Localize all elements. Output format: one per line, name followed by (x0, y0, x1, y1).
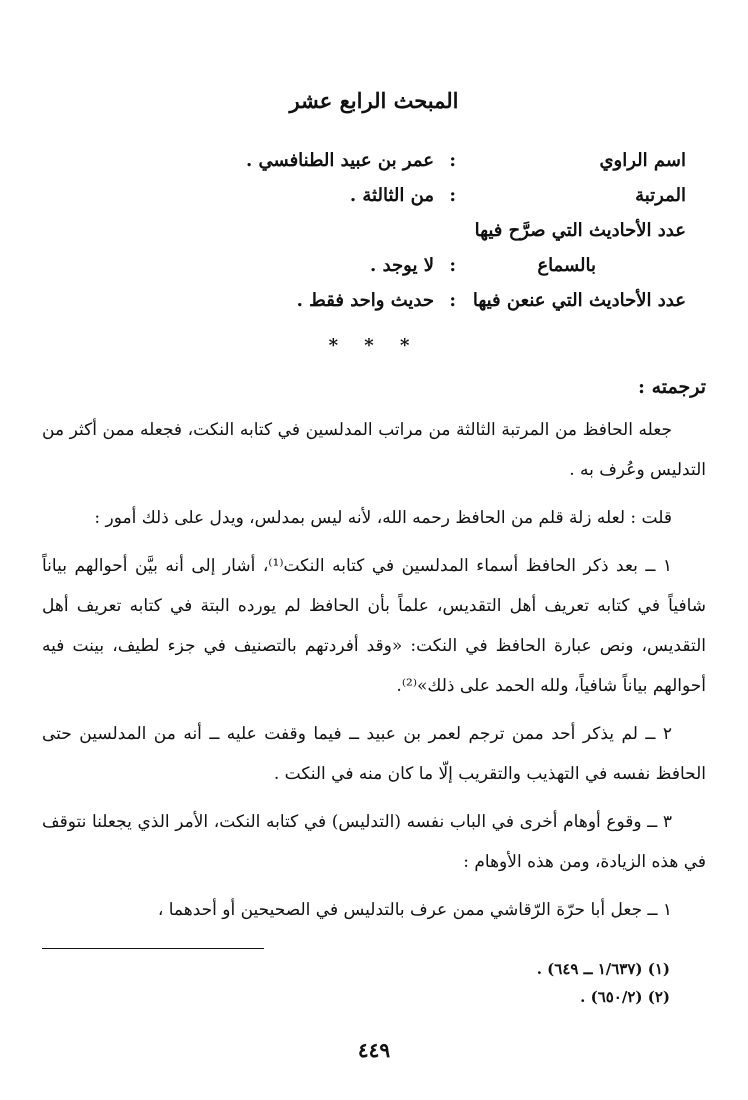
info-row-rank (166, 185, 686, 220)
info-label: عدد الأحاديث التي عنعن فيها (472, 290, 686, 311)
paragraph: جعله الحافظ من المرتبة الثالثة من مراتب المدلسين في كتابه النكت، فجعله ممن أكثر من التدليس وعُرف به . (42, 420, 706, 480)
body-text (42, 410, 706, 938)
info-colon: : (449, 290, 456, 311)
info-value: لا يوجد . (370, 255, 434, 276)
info-colon: : (449, 255, 456, 276)
footnote-divider (42, 948, 264, 949)
info-label: المرتبة (635, 185, 686, 206)
paragraph: ١ ــ جعل أبا حرّة الرّقاشي ممن عرف بالتدليس في الصحيحين أو أحدهما ، (157, 900, 672, 920)
footnote: (١) (١/٦٣٧ ــ ٦٤٩) . (536, 960, 670, 978)
section-title: ترجمته : (637, 376, 706, 398)
info-value: من الثالثة . (349, 185, 434, 206)
footnote: (٢) (٦٥٠/٢) . (580, 988, 670, 1006)
page-heading: المبحث الرابع عشر (289, 88, 459, 113)
info-label: بالسماع (537, 255, 596, 276)
info-value: حديث واحد فقط . (296, 290, 434, 311)
info-label: عدد الأحاديث التي صرَّح فيها (474, 220, 686, 241)
info-colon: : (449, 185, 456, 206)
info-value: عمر بن عبيد الطنافسي . (245, 150, 434, 171)
section-separator: * * * (328, 335, 420, 356)
paragraph: قلت : لعله زلة قلم من الحافظ رحمه الله، لأنه ليس بمدلس، ويدل على ذلك أمور : (94, 508, 672, 528)
paragraph: ٣ ــ وقوع أوهام أخرى في الباب نفسه (التدليس) في كتابه النكت، الأمر الذي يجعلنا نتوقف في هذه الزيادة، ومن هذه الأوهام : (42, 812, 706, 872)
narrator-info (166, 150, 686, 325)
page-number: ٤٤٩ (357, 1038, 391, 1062)
info-label: اسم الراوي (599, 150, 686, 171)
info-row-explicit-count (166, 220, 686, 255)
info-row-name (166, 150, 686, 185)
paragraph: ٢ ــ لم يذكر أحد ممن ترجم لعمر بن عبيد ــ فيما وقفت عليه ــ أنه من المدلسين حتى الحافظ نفسه في التهذيب والتقريب إلّا ما كان منه في النكت . (42, 724, 706, 784)
paragraph: ١ ــ بعد ذكر الحافظ أسماء المدلسين في كتابه النكت⁽¹⁾، أشار إلى أنه بيَّن أحوالهم بياناً شافياً في كتابه تعريف أهل التقديس، علماً بأن الحافظ لم يورده البتة في كتابه تعريف أهل التقديس، ونص عبارة الحافظ في النكت: «وقد أفردتهم بالتصنيف في جزء لطيف، بينت فيه أحوالهم بياناً شافياً، ولله الحمد على ذلك»⁽²⁾. (42, 556, 706, 696)
info-colon: : (449, 150, 456, 171)
info-row-anan-count (166, 290, 686, 325)
info-row-hearing (166, 255, 686, 290)
